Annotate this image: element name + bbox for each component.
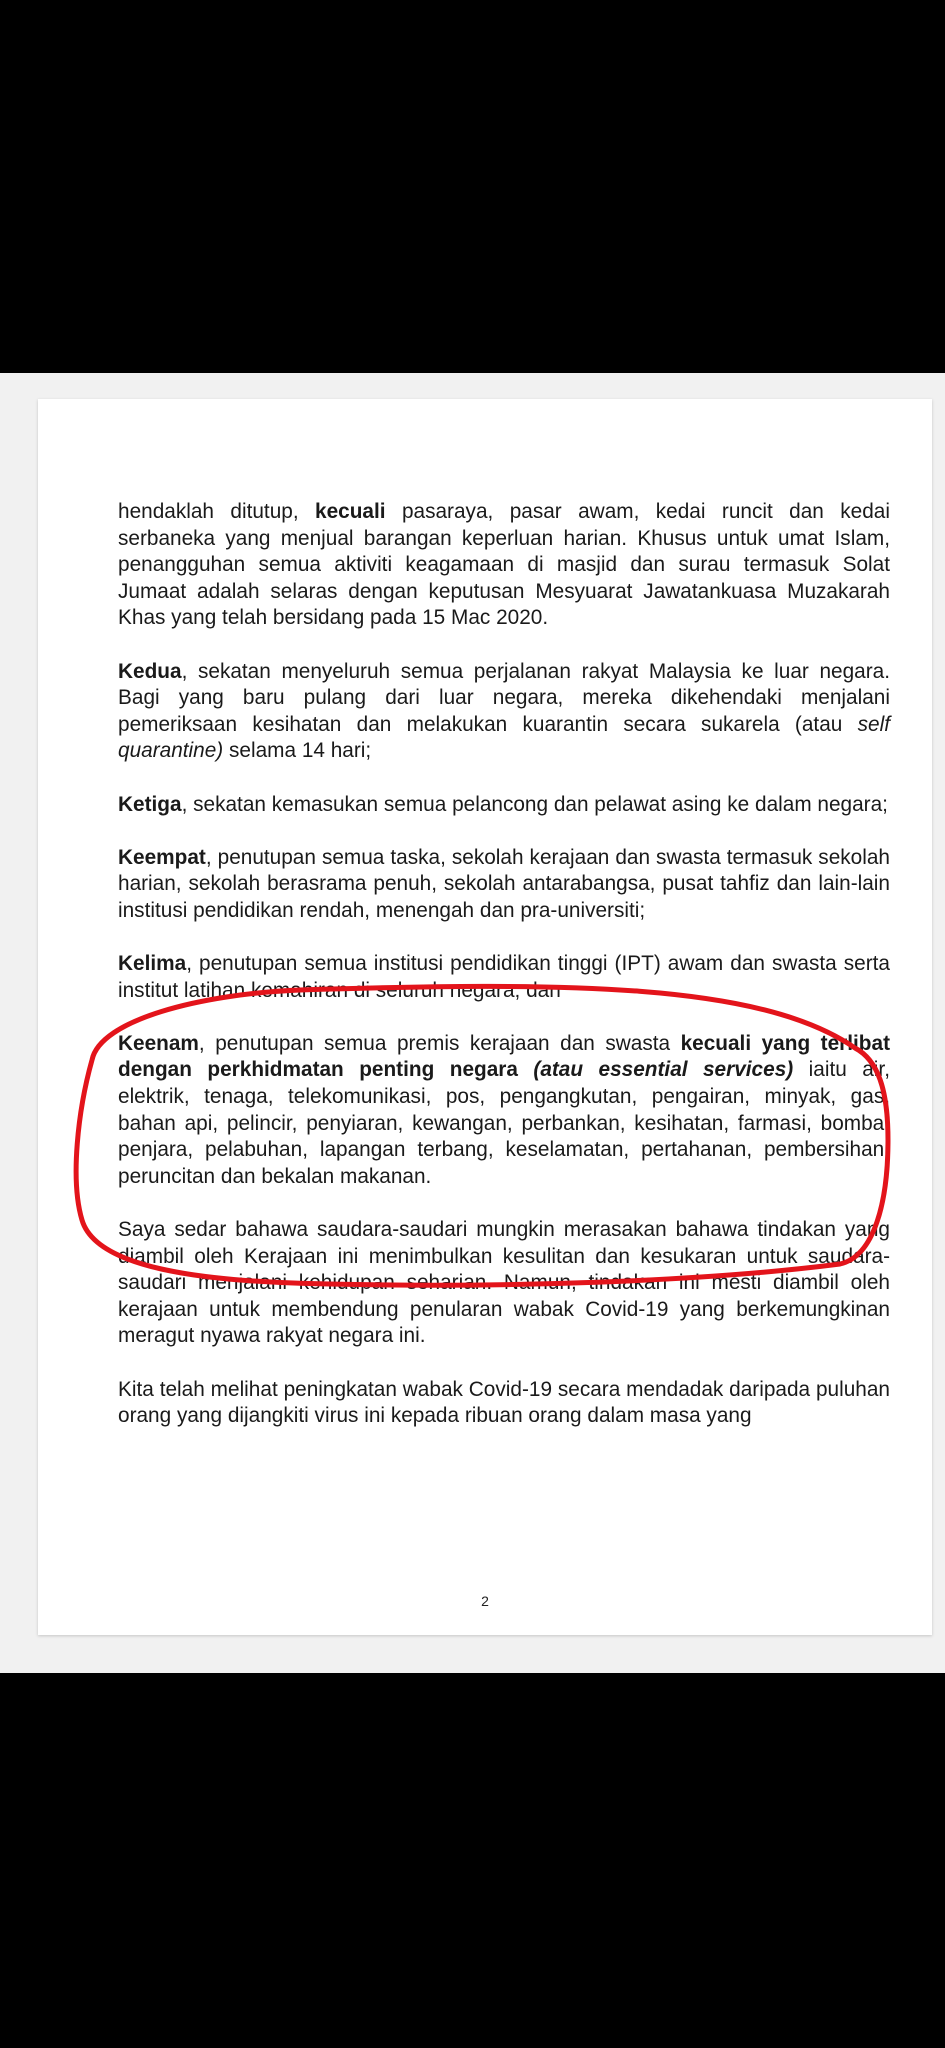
text-run: Saya sedar bahawa saudara-saudari mungkin merasakan bahawa tindakan yang diambil oleh Kerajaan ini menimbulkan kesulitan dan kesukaran untuk saudara-saudari menjalani kehidupan seharian. Namun, tindakan ini mesti diambil oleh kerajaan untuk membendung penularan wabak Covid-19 yang berkemungkinan meragut nyawa rakyat negara ini. bbox=[118, 1218, 890, 1348]
paragraph-7 bbox=[118, 1217, 890, 1350]
text-run: iaitu air, elektrik, tenaga, telekomunikasi, pos, pengangkutan, pengairan, minyak, gas, bahan api, pelincir, penyiaran, kewangan, perbankan, kesihatan, farmasi, bomba, penjara, pelabuhan, lapangan terbang, keselamatan, pertahanan, pembersihan, peruncitan dan bekalan makanan. bbox=[118, 1058, 890, 1188]
top-black-bar bbox=[0, 0, 945, 373]
bottom-black-bar bbox=[0, 1673, 945, 2048]
text-run: selama 14 hari; bbox=[223, 739, 372, 763]
paragraph-3 bbox=[118, 792, 890, 819]
text-run: Kita telah melihat peningkatan wabak Covid-19 secara mendadak daripada puluhan orang yang dijangkiti virus ini kepada ribuan orang dalam masa yang bbox=[118, 1377, 890, 1428]
text-run: , penutupan semua institusi pendidikan tinggi (IPT) awam dan swasta serta institut latihan kemahiran di seluruh negara; dan bbox=[118, 952, 890, 1002]
text-run: kecuali bbox=[315, 500, 386, 523]
text-run: hendaklah ditutup, bbox=[118, 500, 316, 523]
text-run: , sekatan menyeluruh semua perjalanan rakyat Malaysia ke luar negara. Bagi yang baru pulang dari luar negara, mereka dikehendaki menjalani pemeriksaan kesihatan dan melakukan kuarantin secara sukarela (atau bbox=[118, 659, 890, 736]
text-run: Keempat bbox=[118, 845, 206, 869]
paragraph-4 bbox=[118, 845, 890, 925]
page-content bbox=[118, 499, 890, 1456]
paragraph-1 bbox=[118, 499, 890, 632]
text-run: , penutupan semua taska, sekolah kerajaan dan swasta termasuk sekolah harian, sekolah berasrama penuh, sekolah antarabangsa, pusat tahfiz dan lain-lain institusi pendidikan rendah, menengah dan pra-universiti; bbox=[118, 845, 890, 922]
text-run: (atau essential services) bbox=[533, 1058, 794, 1082]
text-run: kecuali yang terlibat dengan perkhidmatan penting negara bbox=[118, 1031, 890, 1082]
document-viewer[interactable] bbox=[0, 373, 945, 1673]
document-page bbox=[38, 399, 932, 1635]
text-run: Keenam bbox=[118, 1031, 199, 1055]
text-run: Kedua bbox=[118, 659, 182, 683]
paragraph-2 bbox=[118, 659, 890, 765]
text-run: Ketiga bbox=[118, 792, 182, 816]
paragraph-6 bbox=[118, 1031, 890, 1191]
text-run: , penutupan semua premis kerajaan dan swasta bbox=[198, 1031, 681, 1055]
text-run: pasaraya, pasar awam, kedai runcit dan kedai serbaneka yang menjual barangan keperluan harian. Khusus untuk umat Islam, penangguhan semua aktiviti keagamaan di masjid dan surau termasuk Solat Jumaat adalah selaras dengan keputusan Mesyuarat Jawatankuasa Muzakarah Khas yang telah bersidang pada 15 Mac 2020. bbox=[118, 500, 890, 630]
text-run: self quarantine) bbox=[118, 712, 890, 763]
paragraph-5 bbox=[118, 951, 890, 1004]
paragraph-8 bbox=[118, 1377, 890, 1430]
text-run: Kelima bbox=[118, 952, 187, 976]
text-run: , sekatan kemasukan semua pelancong dan pelawat asing ke dalam negara; bbox=[181, 792, 888, 816]
page-number: 2 bbox=[481, 1593, 489, 1609]
